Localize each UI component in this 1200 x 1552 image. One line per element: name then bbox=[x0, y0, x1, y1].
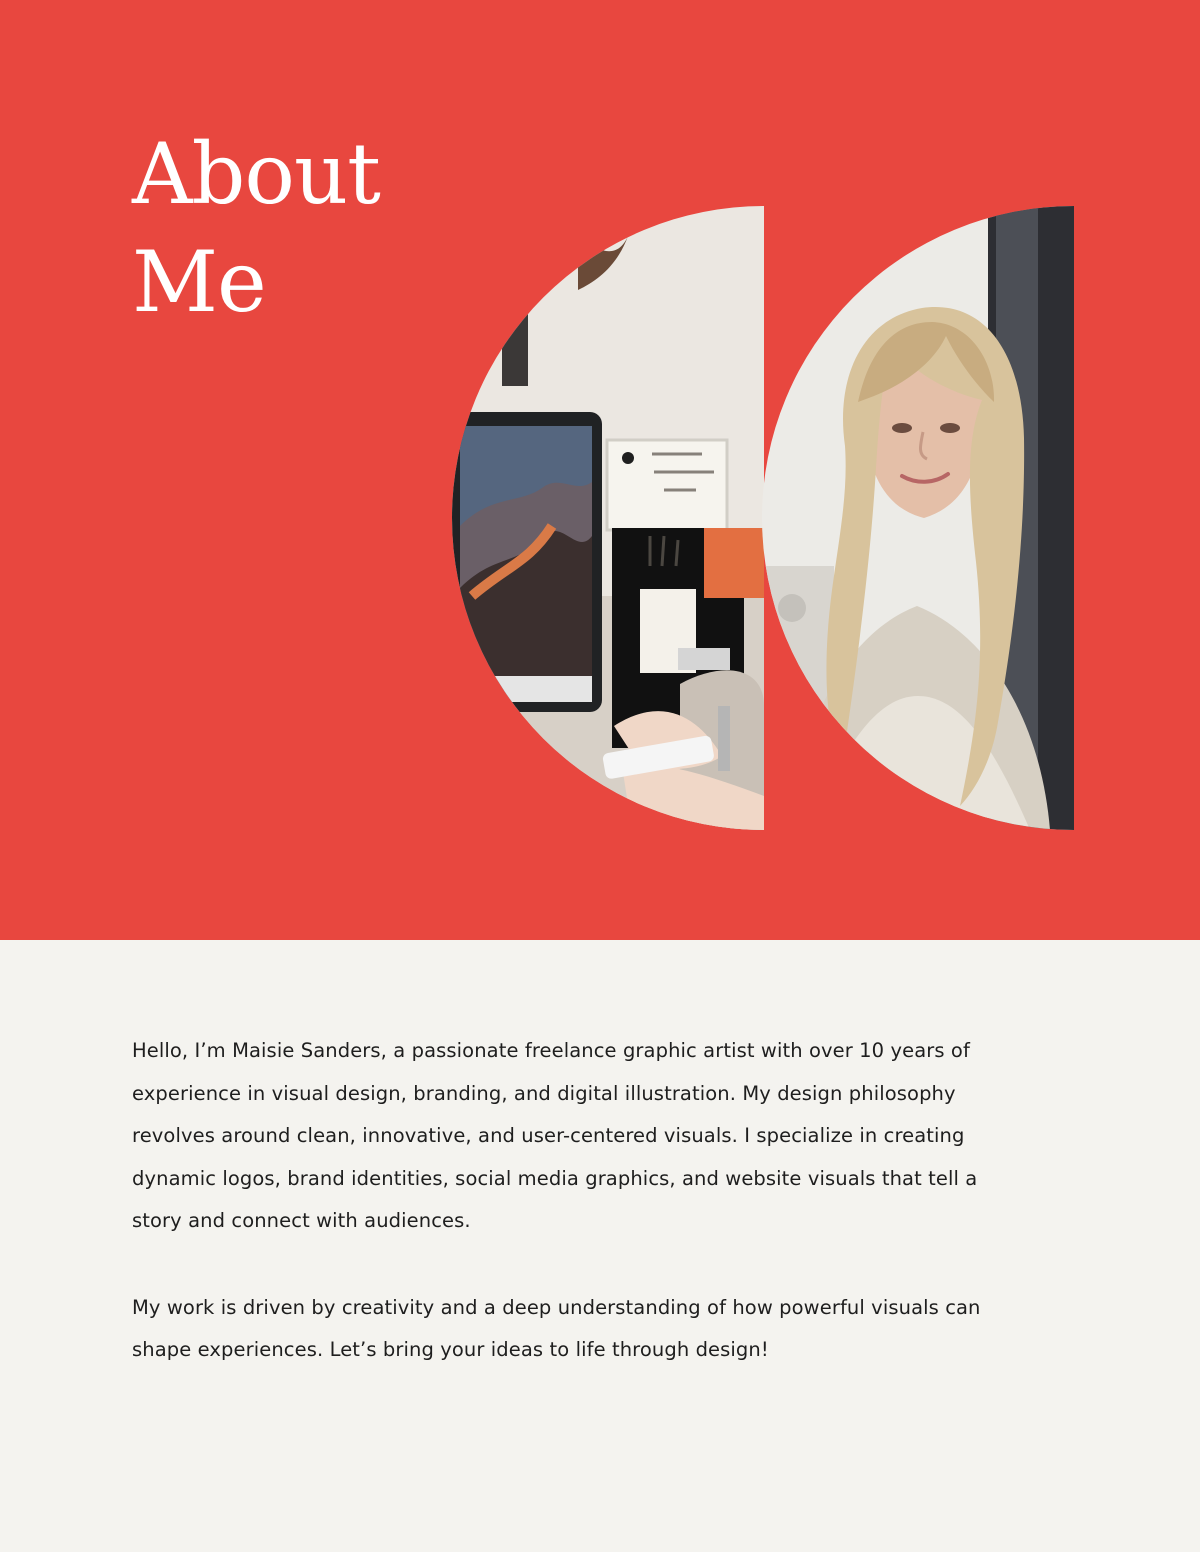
intro-paragraph: Hello, I’m Maisie Sanders, a passionate freelance graphic artist with over 10 years of experience in visual design, branding, and digital illustration. My design philosophy revolves around clean, innovative, and user-centered visuals. I specialize in creating dynamic logos, brand identities, social media graphics, and website visuals that tell a story and connect with audiences. bbox=[132, 1039, 978, 1232]
desk-scene-image bbox=[452, 206, 764, 830]
portrait-photo bbox=[762, 206, 1074, 830]
title-line-me: Me bbox=[132, 233, 266, 331]
portrait-image bbox=[762, 206, 1074, 830]
title-line-about: About bbox=[132, 125, 380, 223]
photo-group bbox=[452, 206, 1074, 830]
desk-workspace-photo bbox=[452, 206, 764, 830]
closing-paragraph: My work is driven by creativity and a deep understanding of how powerful visuals can shape experiences. Let’s bring your ideas to life through design! bbox=[132, 1295, 981, 1361]
about-text-section bbox=[132, 1030, 1012, 1416]
page-title bbox=[132, 120, 380, 336]
